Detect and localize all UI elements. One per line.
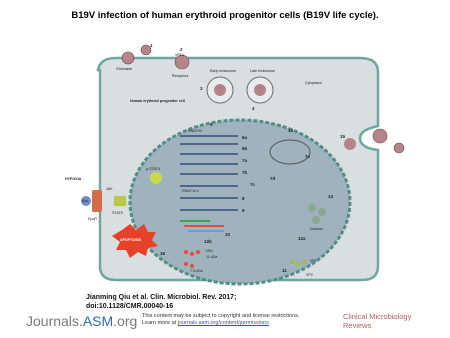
step-15: 15	[340, 134, 346, 139]
step-8: 8	[242, 196, 245, 201]
step-3: 3	[200, 86, 203, 91]
virion-release-2	[394, 143, 404, 153]
epo-receptor	[92, 190, 102, 212]
step-7b: 7b	[242, 170, 248, 175]
label-globoside: Globoside	[116, 67, 133, 71]
journals-asm-logo[interactable]: Journals.ASM.org	[26, 313, 138, 329]
label-nucleus: Nucleus	[310, 227, 323, 231]
label-rna-pol: RNA Pol II	[182, 189, 199, 193]
label-apoptosis: APOPTOSIS	[120, 238, 141, 242]
step-9: 9	[242, 208, 245, 213]
journal-name: Clinical Microbiology Reviews	[343, 312, 412, 330]
label-vp1u: VP1u	[175, 53, 184, 57]
label-hypoxia: HYPOXIA	[65, 177, 82, 181]
step-7c: 7c	[250, 182, 256, 187]
label-cell-name: Human erythroid progenitor cell	[130, 99, 185, 103]
label-receptors: Receptors	[172, 74, 189, 78]
step-6a: 6a	[242, 135, 248, 140]
step-12b: 12b	[204, 239, 212, 244]
citation-line-2: doi:10.1128/CMR.00040-16	[86, 303, 174, 310]
step-7e: 7e	[305, 154, 311, 159]
step-4: 4	[252, 106, 255, 111]
label-cytoplasm: Cytoplasm	[305, 81, 322, 85]
figure-title: B19V infection of human erythroid progenitor cells (B19V life cycle).	[71, 10, 379, 21]
step-16: 16	[160, 251, 166, 256]
label-jak: JAK	[106, 187, 113, 191]
step-7d: 7d	[270, 176, 276, 181]
step-2: 2	[180, 47, 183, 52]
virion-cytoplasm	[344, 138, 356, 150]
step-12a: 12a	[298, 236, 306, 241]
step-6b: 6b	[242, 146, 248, 151]
step-14: 14	[288, 128, 294, 133]
label-vp1: VP1	[310, 259, 317, 263]
label-stat5: STAT5	[112, 211, 123, 215]
label-75kda: 7.5-kDa	[190, 269, 203, 273]
copyright-notice: This content may be subject to copyright and license restrictions. Learn more at journals.asm.org/content/permissions	[142, 313, 300, 326]
virion-release-1	[373, 129, 387, 143]
stat5-cluster	[114, 196, 126, 206]
step-13: 13	[328, 194, 334, 199]
label-11kda: 11-kDa	[206, 255, 218, 259]
b19v-life-cycle-diagram	[60, 40, 405, 288]
label-late-endosome: Late endosome	[250, 69, 275, 73]
label-p-stat5: p-STAT5	[146, 167, 160, 171]
citation-line-1: Jianming Qiu et al. Clin. Microbiol. Rev. 2017;	[86, 294, 237, 301]
label-ns1: NS1	[206, 249, 213, 253]
step-7a: 7a	[242, 158, 248, 163]
footer	[0, 303, 450, 338]
step-5: 5	[210, 122, 213, 127]
nucleus	[130, 120, 350, 284]
label-dna-pol: DNA Pol	[188, 129, 202, 133]
step-11: 11	[282, 268, 287, 273]
step-10: 10	[225, 232, 231, 237]
label-vp2: VP2	[306, 273, 313, 277]
permissions-link[interactable]: journals.asm.org/content/permissions	[177, 320, 269, 326]
virion-outside-2	[175, 55, 189, 69]
label-epor: EpoR	[88, 217, 97, 221]
label-early-endosome: Early endosome	[210, 69, 236, 73]
step-1: 1	[150, 43, 153, 48]
p-stat5-cluster	[150, 172, 162, 184]
label-epo: Epo	[82, 199, 89, 203]
